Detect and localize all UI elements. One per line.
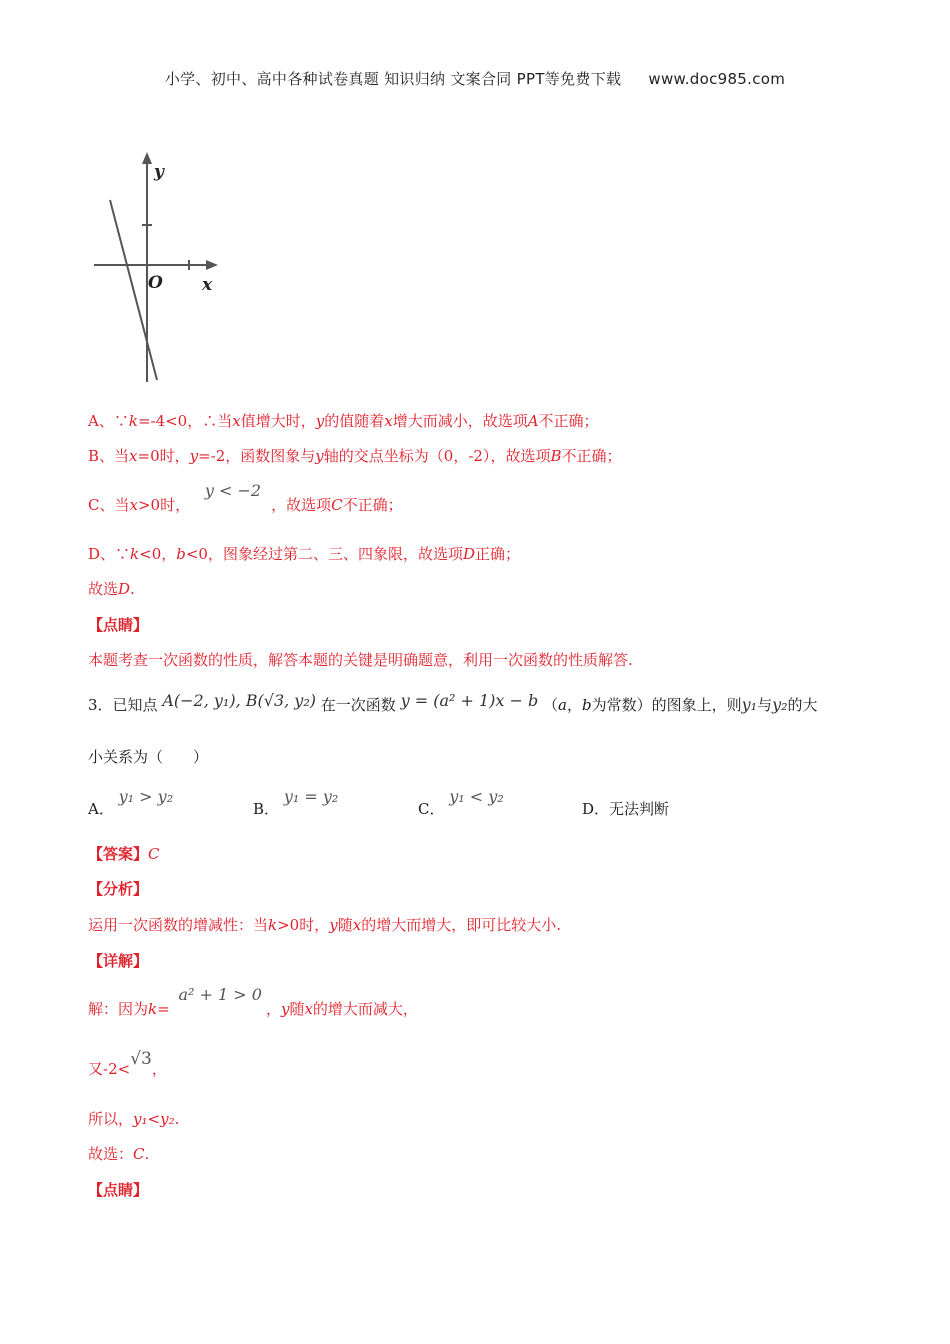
- y-axis-label: y: [154, 162, 164, 182]
- solution-line-a: A、∵k=-4<0，∴当x值增大时，y的值随着x增大而减小，故选项A不正确；: [88, 412, 599, 430]
- detail-line-1: 解：因为k= a² + 1 > 0，y随x的增大而减大，: [88, 985, 418, 1018]
- linear-function-formula: y = (a² + 1)x − b: [400, 691, 539, 710]
- analysis-heading: 【分析】: [88, 880, 149, 898]
- solution-line-c: C、当x>0时， y < −2，故选项C不正确；: [88, 481, 403, 514]
- option-c[interactable]: C． y₁ < y₂: [418, 787, 504, 818]
- dianjing-heading: 【点睛】: [88, 616, 149, 634]
- y-axis-arrow: [142, 152, 152, 164]
- solution-choose: 故选D.: [88, 580, 135, 598]
- option-d[interactable]: D．无法判断: [582, 800, 670, 818]
- points-ab: A(−2, y₁), B(√3, y₂): [162, 691, 316, 710]
- solution-line-b: B、当x=0时，y=-2，函数图象与y轴的交点坐标为（0，-2），故选项B不正确；: [88, 447, 622, 465]
- formula-sqrt3: √3: [130, 1049, 152, 1069]
- answer-line: 【答案】C: [88, 845, 160, 863]
- formula-a2-plus-1: a² + 1 > 0: [178, 985, 262, 1004]
- dianjing-heading-2: 【点睛】: [88, 1181, 149, 1199]
- page-header: [0, 68, 950, 89]
- origin-label: O: [148, 273, 163, 293]
- function-graph: [90, 150, 230, 385]
- option-a[interactable]: A． y₁ > y₂: [88, 787, 174, 818]
- analysis-text: 运用一次函数的增减性：当k>0时，y随x的增大而增大，即可比较大小.: [88, 916, 561, 934]
- option-b[interactable]: B． y₁ = y₂: [253, 787, 339, 818]
- solution-line-d: D、∵k<0，b<0，图象经过第二、三、四象限，故选项D正确；: [88, 545, 521, 563]
- detail-heading: 【详解】: [88, 952, 149, 970]
- formula-y-lt-neg2: y < −2: [204, 481, 262, 500]
- answer-value: C: [148, 845, 160, 863]
- dianjing-text: 本题考查一次函数的性质，解答本题的关键是明确题意，利用一次函数的性质解答.: [88, 651, 633, 669]
- x-axis-label: x: [202, 275, 213, 295]
- question-3-stem: 3．已知点 A(−2, y₁), B(√3, y₂) 在一次函数 y = (a² + 1)x − b （a，b为常数）的图象上，则y₁与y₂的大: [88, 691, 818, 714]
- header-url: www.doc985.com: [648, 70, 786, 88]
- x-axis-arrow: [206, 260, 218, 270]
- question-3-stem-line2: 小关系为（ ）: [88, 748, 209, 766]
- detail-line-2: 又-2<√3，: [88, 1049, 167, 1078]
- header-text: 小学、初中、高中各种试卷真题 知识归纳 文案合同 PPT等免费下载: [164, 70, 622, 88]
- detail-line-3: 所以，y₁<y₂.: [88, 1110, 180, 1128]
- detail-choose: 故选：C.: [88, 1145, 150, 1163]
